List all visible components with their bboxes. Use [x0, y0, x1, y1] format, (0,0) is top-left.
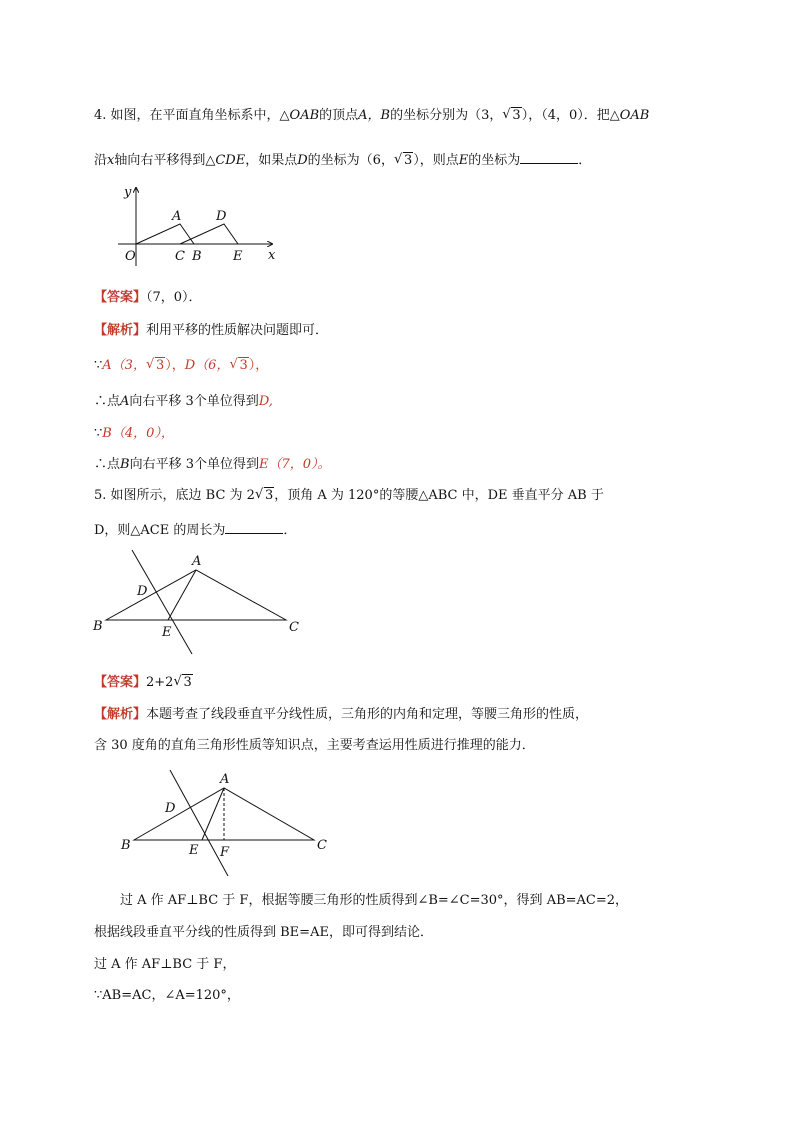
- q5-stem-line-2: D，则△ACE 的周长为 ．: [94, 519, 296, 541]
- q5-answer: 【答案】2+2√ 3: [94, 673, 193, 693]
- label-d: D: [165, 801, 176, 816]
- q5-triangle-figure-2: [118, 770, 338, 880]
- q4-step-3: ∵B（4，0），: [94, 426, 174, 441]
- label-f: F: [220, 845, 230, 860]
- q5-analysis-line-1: 【解析】本题考查了线段垂直平分线性质，三角形的内角和定理，等腰三角形的性质，: [94, 707, 589, 722]
- sqrt-3: √ 3: [229, 356, 248, 376]
- q5-stem-line-1: 5. 如图所示，底边 BC 为 2√ 3，顶角 A 为 120°的等腰△ABC 中，DE 垂直平分 AB 于: [94, 486, 604, 506]
- label-x: x: [268, 248, 276, 263]
- q4-stem-line-1: 4. 如图，在平面直角坐标系中，△OAB的顶点A，B的坐标分别为（3，√ 3），（4，0）．把△OAB: [94, 106, 649, 126]
- label-e: E: [162, 625, 172, 640]
- q5-step-1: 过 A 作 AF⊥BC 于 F，: [94, 957, 236, 972]
- label-c: C: [175, 249, 185, 264]
- label-c: C: [317, 838, 327, 853]
- segment-ae: [202, 788, 224, 840]
- answer-blank: [520, 149, 578, 164]
- answer-blank: [225, 519, 283, 534]
- sqrt-3: √ 3: [173, 673, 192, 693]
- label-o: O: [125, 249, 136, 264]
- triangle-abc: [106, 570, 286, 620]
- label-c: C: [289, 620, 299, 635]
- q5-para-line-1: 过 A 作 AF⊥BC 于 F，根据等腰三角形的性质得到∠B=∠C=30°，得到 AB=AC=2，: [120, 893, 629, 908]
- q4-step-2: ∴点A向右平移 3个单位得到D,: [94, 394, 273, 409]
- q4-stem-line-2: 沿x轴向右平移得到△CDE，如果点D的坐标为（6，√ 3），则点E的坐标为 ．: [94, 149, 591, 171]
- q4-step-1: ∵A（3，√ 3），D（6，√ 3），: [94, 356, 268, 376]
- sqrt-3: √ 3: [255, 486, 274, 506]
- label-d: D: [216, 209, 227, 224]
- q4-answer: 【答案】（7，0）．: [94, 290, 202, 305]
- label-a: A: [192, 554, 202, 569]
- label-y: y: [124, 185, 132, 200]
- q4-coordinate-figure: [112, 182, 282, 272]
- q5-analysis-line-2: 含 30 度角的直角三角形性质等知识点，主要考查运用性质进行推理的能力．: [94, 738, 535, 753]
- label-d: D: [137, 584, 148, 599]
- label-b: B: [121, 838, 131, 853]
- q4-step-4: ∴点B向右平移 3个单位得到E（7，0）。: [94, 457, 331, 472]
- q4-analysis: 【解析】利用平移的性质解决问题即可．: [94, 323, 329, 338]
- label-b: B: [192, 249, 202, 264]
- triangle-oab: [136, 224, 194, 244]
- q5-triangle-figure-1: [90, 550, 310, 660]
- label-a: A: [220, 772, 230, 787]
- label-a: A: [172, 209, 182, 224]
- sqrt-3: √ 3: [394, 151, 413, 171]
- sqrt-3: √ 3: [146, 356, 165, 376]
- label-b: B: [93, 619, 103, 634]
- q5-step-2: ∵AB=AC，∠A=120°，: [94, 988, 240, 1003]
- q5-para-line-2: 根据线段垂直平分线的性质得到 BE=AE，即可得到结论．: [94, 925, 433, 940]
- triangle-cde: [180, 224, 238, 244]
- label-e: E: [233, 249, 243, 264]
- label-e: E: [189, 843, 199, 858]
- sqrt-3: √ 3: [502, 106, 521, 126]
